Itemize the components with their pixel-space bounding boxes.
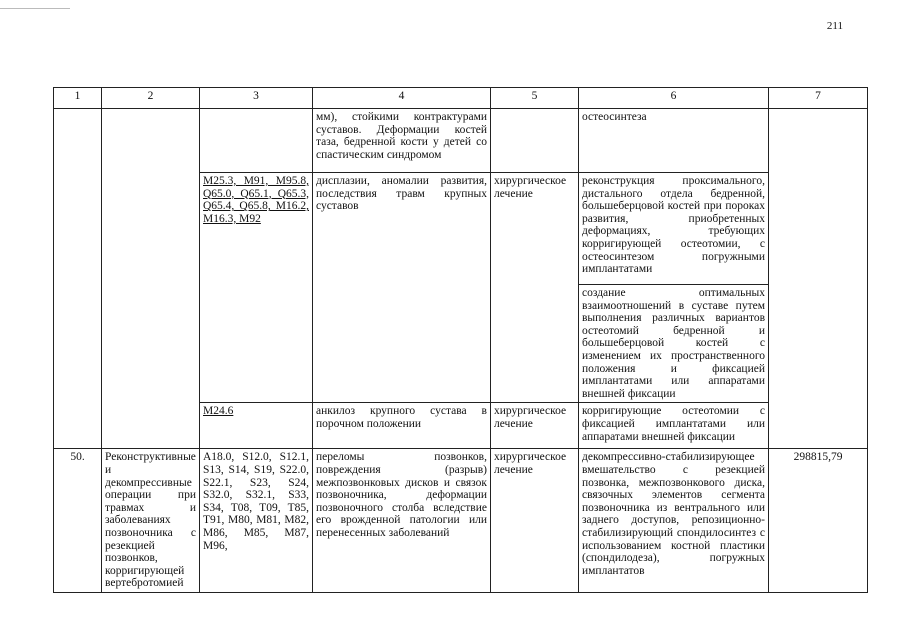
treatment-type-cell: хирургическое лечение	[491, 403, 579, 449]
header-row	[54, 88, 868, 109]
treatment-type-cell	[491, 109, 579, 173]
table-row	[54, 449, 868, 593]
header-cell: 4	[313, 88, 491, 109]
header-cell: 1	[54, 88, 102, 109]
method-cell: создание оптимальных взаимоотношений в суставе путем выполнения различных вариантов остеотомий бедренной и большеберцовой костей с изменением их пространственного положения и фиксацией имплантатами или аппаратами внешней фиксации	[579, 285, 769, 403]
header-cell: 3	[200, 88, 313, 109]
condition-cell: дисплазии, аномалии развития, последствия травм крупных суставов	[313, 173, 491, 403]
codes-cell: M24.6	[200, 403, 313, 449]
table-row	[54, 109, 868, 173]
codes-cell: M25.3, M91, M95.8, Q65.0, Q65.1, Q65.3, Q65.4, Q65.8, M16.2, M16.3, M92	[200, 173, 313, 403]
norm-cost-cell	[769, 109, 868, 449]
codes-cell	[200, 109, 313, 173]
group-name-cell	[102, 109, 200, 449]
condition-cell: анкилоз крупного сустава в порочном положении	[313, 403, 491, 449]
method-cell: декомпрессивно-стабилизирующее вмешательство с резекцией позвонка, межпозвонкового диска, связочных элементов сегмента позвоночника из вентрального или заднего доступов, репозиционно-стабилизирующий спондилосинтез с использованием костной пластики (спондилодеза), погружных имплантатов	[579, 449, 769, 593]
page-number: 211	[826, 20, 843, 32]
method-cell: корригирующие остеотомии с фиксацией имплантатами или аппаратами внешней фиксации	[579, 403, 769, 449]
header-cell: 2	[102, 88, 200, 109]
condition-cell: переломы позвонков, повреждения (разрыв) межпозвонковых дисков и связок позвоночника, деформации позвоночного столба вследствие его врожденной патологии или перенесенных заболеваний	[313, 449, 491, 593]
header-cell: 5	[491, 88, 579, 109]
header-cell: 7	[769, 88, 868, 109]
treatment-type-cell: хирургическое лечение	[491, 449, 579, 593]
method-cell: остеосинтеза	[579, 109, 769, 173]
top-edge-line	[0, 8, 70, 9]
treatment-type-cell: хирургическое лечение	[491, 173, 579, 403]
row-number-cell	[54, 109, 102, 449]
condition-cell: мм), стойкими контрактурами суставов. Деформации костей таза, бедренной кости у детей со спастическим синдромом	[313, 109, 491, 173]
norm-cost-cell: 298815,79	[769, 449, 868, 593]
codes-cell: A18.0, S12.0, S12.1, S13, S14, S19, S22.0, S22.1, S23, S24, S32.0, S32.1, S33, S34, T08, T09, T85, T91, M80, M81, M82, M86, M85, M87, M96,	[200, 449, 313, 593]
row-number-cell: 50.	[54, 449, 102, 593]
header-cell: 6	[579, 88, 769, 109]
medical-care-table	[53, 87, 868, 593]
method-cell: реконструкция проксимального, дистального отдела бедренной, большеберцовой костей при пороках развития, приобретенных деформациях, требующих корригирующей остеотомии, с остеосинтезом погружными имплантатами	[579, 173, 769, 285]
group-name-cell: Реконструктивные и декомпрессивные операции при травмах и заболеваниях позвоночника с резекцией позвонков, корригирующей вертебротомией	[102, 449, 200, 593]
